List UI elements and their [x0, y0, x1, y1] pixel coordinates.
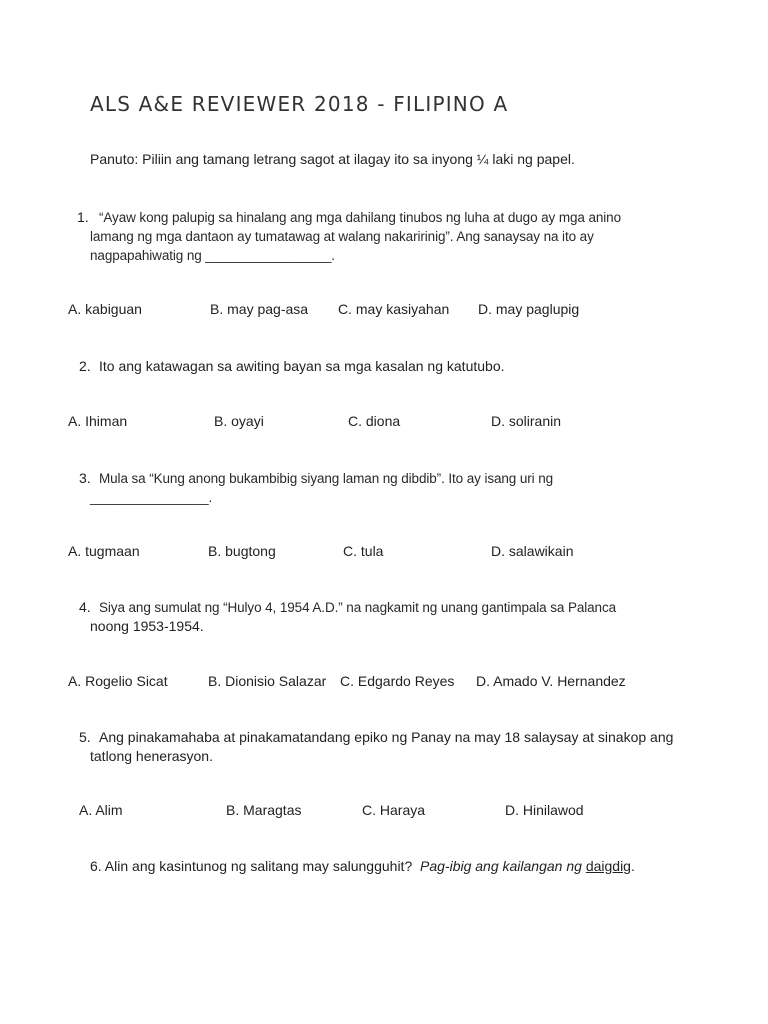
choice-c[interactable]: C. diona	[348, 413, 401, 429]
underlined-word: daigdig	[585, 858, 631, 874]
question-text-line: Mula sa “Kung anong bukambibig siyang laman ng dibdib”. Ito ay isang uri ng	[99, 471, 554, 486]
choice-b[interactable]: B. bugtong	[208, 543, 276, 559]
question-text: 6. Alin ang kasintunog ng salitang may salungguhit?	[90, 858, 413, 874]
question-number: 1.	[77, 209, 89, 225]
choice-a[interactable]: A. Ihiman	[68, 413, 128, 429]
question-suffix: .	[630, 858, 635, 874]
question-number: 2.	[79, 358, 91, 374]
choice-b[interactable]: B. oyayi	[214, 413, 264, 429]
question-6	[90, 858, 635, 874]
directions: Panuto: Piliin ang tamang letrang sagot at ilagay ito sa inyong ¼ laki ng papel.	[90, 151, 575, 167]
choice-c[interactable]: C. may kasiyahan	[338, 301, 450, 317]
choice-c[interactable]: C. Haraya	[362, 802, 426, 818]
choice-a[interactable]: A. Rogelio Sicat	[68, 673, 168, 689]
question-number: 5.	[79, 729, 91, 745]
question-italic-phrase: Pag-ibig ang kailangan ng	[420, 858, 582, 874]
question-text-line: nagpapahiwatig ng _________________.	[90, 248, 335, 263]
question-text-line: “Ayaw kong palupig sa hinalang ang mga dahilang tinubos ng luha at dugo ay mga anino	[99, 210, 621, 225]
choice-d[interactable]: D. Hinilawod	[505, 802, 584, 818]
choice-d[interactable]: D. may paglupig	[478, 301, 580, 317]
choice-c[interactable]: C. Edgardo Reyes	[340, 673, 455, 689]
choice-d[interactable]: D. Amado V. Hernandez	[476, 673, 626, 689]
question-text-line: Ang pinakamahaba at pinakamatandang epiko ng Panay na may 18 salaysay at sinakop ang	[99, 729, 674, 745]
question-text-line: ________________.	[90, 490, 213, 505]
question-text-line: noong 1953-1954.	[90, 618, 204, 634]
question-number: 3.	[79, 470, 91, 486]
question-number: 4.	[79, 599, 91, 615]
choice-a[interactable]: A. Alim	[79, 802, 123, 818]
choice-a[interactable]: A. kabiguan	[68, 301, 142, 317]
choice-b[interactable]: B. Dionisio Salazar	[208, 673, 327, 689]
question-text-line: lamang ng mga dantaon ay tumatawag at walang nakaririnig”. Ang sanaysay na ito ay	[90, 229, 594, 244]
choice-d[interactable]: D. soliranin	[491, 413, 562, 429]
choice-d[interactable]: D. salawikain	[491, 543, 574, 559]
question-text-line: Ito ang katawagan sa awiting bayan sa mga kasalan ng katutubo.	[99, 358, 505, 374]
choice-a[interactable]: A. tugmaan	[68, 543, 140, 559]
choice-c[interactable]: C. tula	[343, 543, 384, 559]
question-text-line: Siya ang sumulat ng “Hulyo 4, 1954 A.D.” na nagkamit ng unang gantimpala sa Palanca	[99, 600, 617, 615]
choice-b[interactable]: B. Maragtas	[226, 802, 302, 818]
page-title: ALS A&E REVIEWER 2018 - FILIPINO A	[90, 92, 509, 116]
choice-b[interactable]: B. may pag-asa	[210, 301, 309, 317]
question-text-line: tatlong henerasyon.	[90, 748, 213, 764]
